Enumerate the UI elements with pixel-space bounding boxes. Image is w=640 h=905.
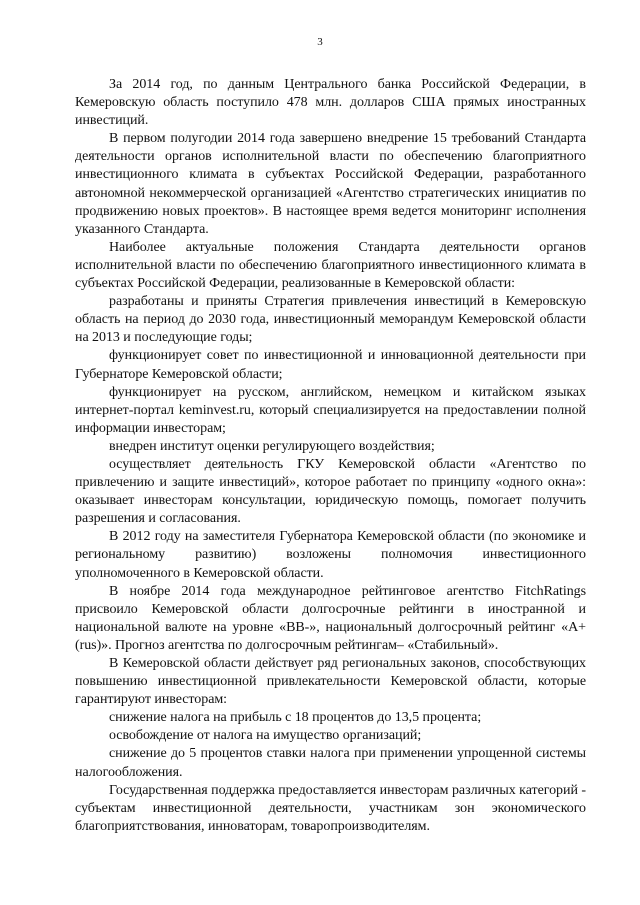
list-item-internet-portal: функционирует на русском, английском, немецком и китайском языках интернет-портал keminvest.ru, который специализируется на предоставлении полной информации инвесторам; [75,384,586,436]
paragraph-state-support: Государственная поддержка предоставляется инвесторам различных категорий - субъектам инвестиционной деятельности, участникам зон экономического благоприятствования, инноваторам, товаропроизводителям. [75,782,586,834]
list-item-investment-council: функционирует совет по инвестиционной и инновационной деятельности при Губернаторе Кемеровской области; [75,348,586,382]
paragraph-investment-ombudsman: В 2012 году на заместителя Губернатора Кемеровской области (по экономике и региональному развитию) возложены полномочия инвестиционного уполномоченного в Кемеровской области. [75,529,586,581]
list-item-strategy: разработаны и приняты Стратегия привлечения инвестиций в Кемеровскую область на период до 2030 года, инвестиционный меморандум Кемеровской области на 2013 и последующие годы; [75,294,586,346]
list-item-investment-agency: осуществляет деятельность ГКУ Кемеровской области «Агентство по привлечению и защите инвестиций», которое работает по принципу «одного окна»: оказывает инвесторам консультации, юридическую помощь, помогает получить разрешения и согласования. [75,456,586,527]
list-item-regulatory-assessment: внедрен институт оценки регулирующего воздействия; [109,438,435,454]
list-item-simplified-tax: снижение до 5 процентов ставки налога при применении упрощенной системы налогообложения. [75,746,586,780]
paragraph-fitch-rating: В ноябре 2014 года международное рейтинговое агентство FitchRatings присвоило Кемеровской области долгосрочные рейтинги в иностранной и национальной валюте на уровне «ВВ-», национальный долгосрочный рейтинг «A+(rus)». Прогноз агентства по долгосрочным рейтингам– «Стабильный». [75,583,586,653]
list-item-property-tax: освобождение от налога на имущество организаций; [109,728,422,744]
paragraph-fdi-2014: За 2014 год, по данным Центрального банка Российской Федерации, в Кемеровскую область поступило 478 млн. долларов США прямых иностранных инвестиций. [75,77,586,129]
paragraph-standard-implementation: В первом полугодии 2014 года завершено внедрение 15 требований Стандарта деятельности органов исполнительной власти по обеспечению благоприятного инвестиционного климата в субъектах Российской Федерации, разработанного автономной некоммерческой организацией «Агентство стратегических инициатив по продвижению новых проектов». В настоящее время ведется мониторинг исполнения указанного Стандарта. [75,131,586,237]
paragraph-standard-provisions: Наиболее актуальные положения Стандарта деятельности органов исполнительной власти по обеспечению благоприятного инвестиционного климата в субъектах Российской Федерации, реализованные в Кемеровской области: [75,239,586,292]
list-item-profit-tax: снижение налога на прибыль с 18 процентов до 13,5 процента; [109,710,482,726]
paragraph-regional-laws: В Кемеровской области действует ряд региональных законов, способствующих повышению инвестиционной привлекательности Кемеровской области, которые гарантируют инвесторам: [75,656,586,708]
page-number: 3 [317,36,323,48]
page-body [75,76,586,836]
